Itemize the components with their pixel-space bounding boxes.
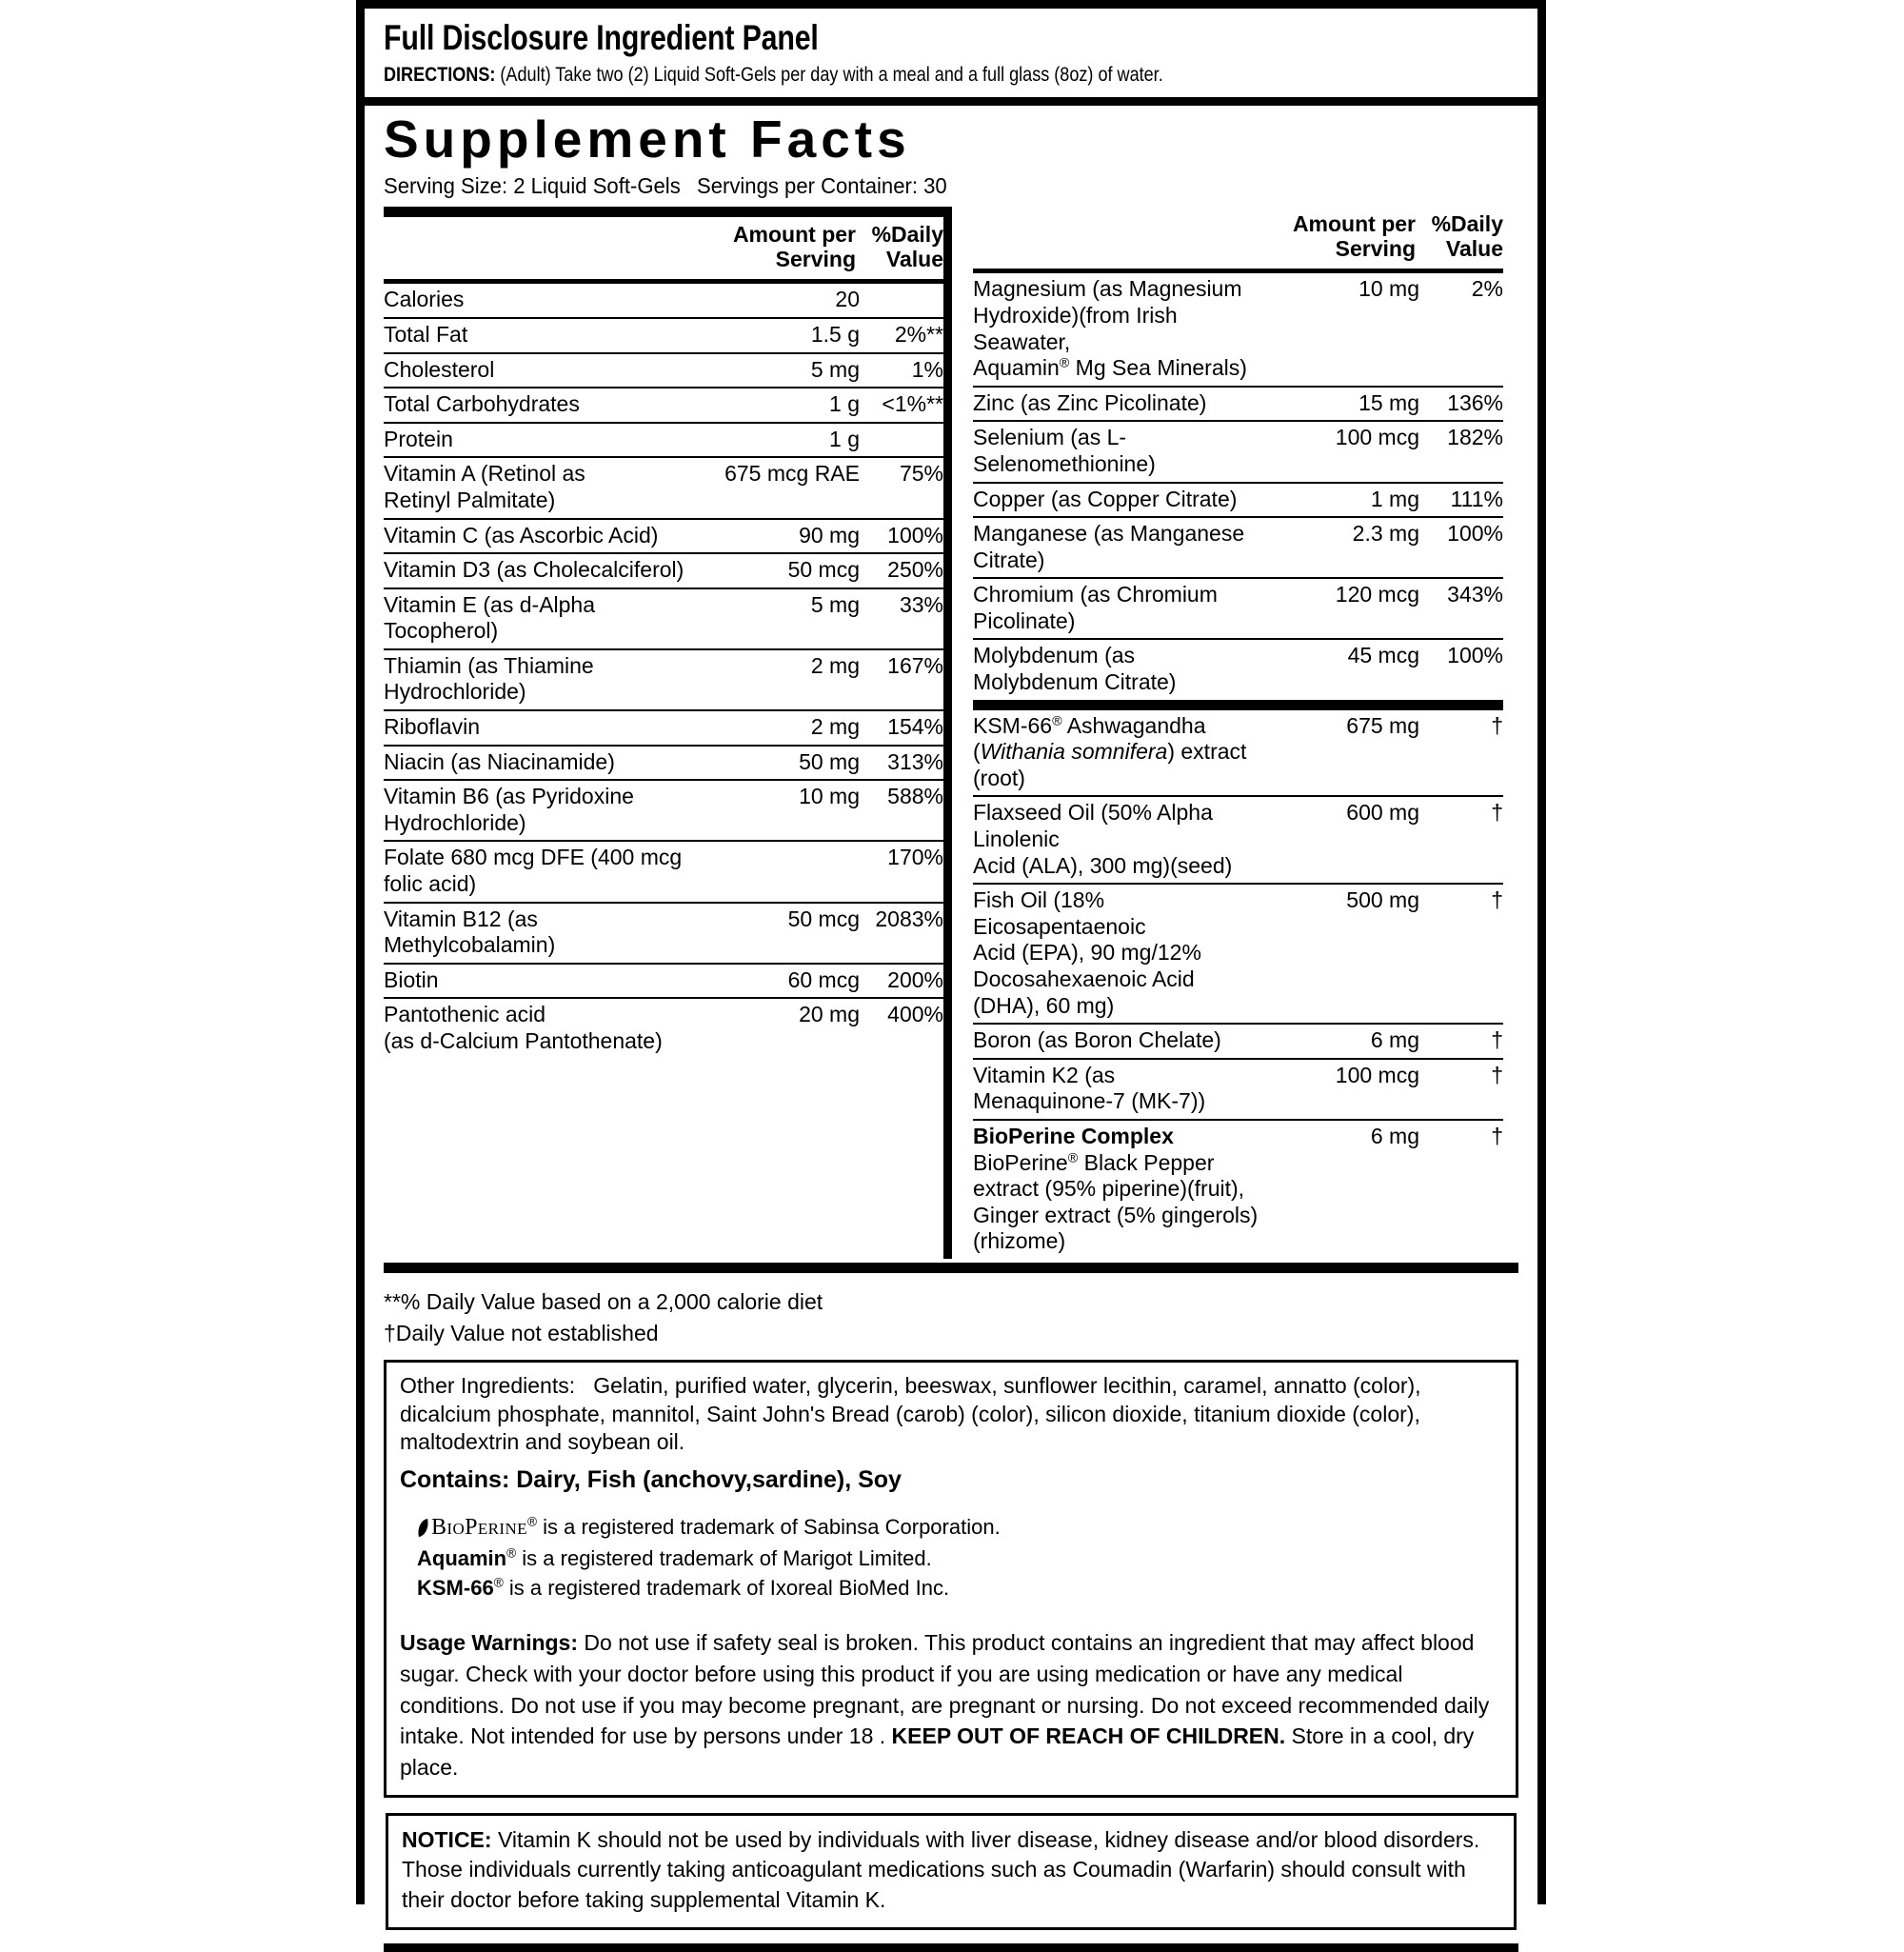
nutrient-name: KSM-66® Ashwagandha (Withania somnifera) extract (root): [973, 712, 1247, 790]
table-row: [384, 780, 943, 841]
right-column-headers: [973, 207, 1503, 269]
nutrient-daily-value: 100%: [1419, 517, 1503, 578]
nutrient-amount: 120 mcg: [1259, 578, 1419, 639]
table-row: [384, 553, 943, 588]
nutrient-name: Chromium (as Chromium Picolinate): [973, 578, 1259, 639]
nutrient-name: Cholesterol: [384, 353, 700, 388]
servings-per-container: Servings per Container: 30: [697, 173, 947, 199]
nutrient-daily-value: †: [1419, 884, 1503, 1024]
left-column-headers: [384, 217, 943, 280]
supplement-facts-heading-block: [365, 106, 1537, 201]
table-row: [384, 588, 943, 649]
nutrient-amount: 2 mg: [700, 710, 860, 746]
bioperine-wordmark: BioPerine: [431, 1514, 527, 1540]
daily-value-header: %Daily Value: [871, 221, 943, 271]
nutrient-daily-value: 111%: [1419, 483, 1503, 518]
panel-bottom-rule: [384, 1943, 1518, 1952]
nutrient-amount: 5 mg: [700, 353, 860, 388]
trademark-line: KSM-66® is a registered trademark of Ixoreal BioMed Inc.: [417, 1575, 950, 1601]
table-row: [973, 483, 1503, 518]
trademark-text: is a registered trademark of Ixoreal BioMed Inc.: [503, 1576, 950, 1601]
table-row: [384, 388, 943, 423]
footnote-daily-value: **% Daily Value based on a 2,000 calorie diet: [384, 1288, 823, 1314]
nutrient-amount: 600 mg: [1259, 796, 1419, 884]
trademark-line: BioPerine® is a registered trademark of Sabinsa Corporation.: [417, 1511, 1502, 1544]
nutrient-name: Vitamin D3 (as Cholecalciferol): [384, 553, 700, 588]
nutrient-daily-value: †: [1419, 1120, 1503, 1259]
nutrient-table-left: [384, 284, 943, 1058]
nutrient-name: Total Fat: [384, 318, 700, 353]
nutrient-name: Vitamin A (Retinol as Retinyl Palmitate): [384, 457, 700, 518]
nutrient-daily-value: 343%: [1419, 578, 1503, 639]
nutrient-amount: 10 mg: [1359, 276, 1419, 302]
other-ingredients-text: Gelatin, purified water, glycerin, beeswax, sunflower lecithin, caramel, annatto (color), dicalcium phosphate, mannitol, Saint John's Bread (carob) (color), silicon dioxide, titanium dioxide (color), maltodextrin and soybean oil.: [400, 1372, 1421, 1455]
nutrient-daily-value: [860, 284, 943, 318]
table-row: [973, 710, 1503, 797]
nutrient-amount: 6 mg: [1259, 1120, 1419, 1259]
table-row: [973, 1059, 1503, 1120]
table-row: [384, 841, 943, 902]
table-row: [384, 284, 943, 318]
nutrient-daily-value: 1%: [860, 353, 943, 388]
table-row: [384, 998, 943, 1058]
nutrient-daily-value: 400%: [860, 998, 943, 1058]
notice-box: [386, 1813, 1517, 1930]
table-row: [973, 578, 1503, 639]
other-ingredients-label: Other Ingredients:: [400, 1372, 576, 1398]
nutrient-amount: 2.3 mg: [1259, 517, 1419, 578]
nutrient-amount: 675 mg: [1346, 712, 1419, 738]
leaf-icon: [415, 1519, 430, 1537]
column-top-rule: [384, 207, 943, 217]
table-row: [973, 884, 1503, 1024]
nutrient-daily-value: 33%: [860, 588, 943, 649]
nutrient-name: Vitamin B6 (as Pyridoxine Hydrochloride): [384, 780, 700, 841]
table-row: [973, 639, 1503, 699]
nutrient-name: Folate 680 mcg DFE (400 mcg folic acid): [384, 841, 700, 902]
nutrient-amount: 10 mg: [700, 780, 860, 841]
nutrient-amount: 6 mg: [1259, 1024, 1419, 1059]
nutrient-name: Vitamin C (as Ascorbic Acid): [384, 519, 700, 554]
contains-allergens: Contains: Dairy, Fish (anchovy,sardine), Soy: [400, 1466, 902, 1494]
nutrient-daily-value: 154%: [860, 710, 943, 746]
nutrient-amount: 50 mg: [700, 746, 860, 781]
table-row: [384, 423, 943, 458]
table-row: [384, 746, 943, 781]
directions-text: (Adult) Take two (2) Liquid Soft-Gels per day with a meal and a full glass (8oz) of water.: [500, 63, 1163, 86]
nutrient-daily-value: 100%: [1419, 639, 1503, 699]
keep-out-of-reach-text: KEEP OUT OF REACH OF CHILDREN.: [891, 1723, 1286, 1749]
trademark-name: Aquamin: [417, 1545, 507, 1570]
nutrient-daily-value: †: [1419, 1024, 1503, 1059]
nutrient-daily-value: 100%: [860, 519, 943, 554]
nutrient-amount: 50 mcg: [700, 553, 860, 588]
table-row: [973, 273, 1503, 386]
nutrient-daily-value: 167%: [860, 649, 943, 710]
nutrient-daily-value: 136%: [1419, 387, 1503, 422]
nutrient-daily-value: †: [1491, 712, 1503, 738]
nutrient-daily-value: 75%: [860, 457, 943, 518]
nutrient-amount: 1 g: [700, 423, 860, 458]
botanical-blend-table: [973, 710, 1503, 1259]
table-row: [973, 421, 1503, 482]
nutrient-name: Vitamin B12 (as Methylcobalamin): [384, 903, 700, 964]
other-ingredients-box: [384, 1360, 1518, 1798]
nutrient-amount: 15 mg: [1259, 387, 1419, 422]
facts-bottom-rule: [384, 1263, 1518, 1273]
trademark-text: is a registered trademark of Sabinsa Corporation.: [537, 1514, 1001, 1539]
nutrient-amount: 2 mg: [700, 649, 860, 710]
nutrient-name: Zinc (as Zinc Picolinate): [973, 387, 1259, 422]
full-disclosure-header: [365, 0, 1537, 106]
nutrient-daily-value: 2%**: [860, 318, 943, 353]
table-row: [973, 1024, 1503, 1059]
nutrient-amount: 100 mcg: [1259, 1059, 1419, 1120]
notice-line: [402, 1825, 1500, 1916]
table-row: [384, 649, 943, 710]
table-row: [973, 517, 1503, 578]
table-row: [384, 710, 943, 746]
nutrient-daily-value: 2%: [1471, 276, 1503, 302]
nutrient-amount: 100 mcg: [1259, 421, 1419, 482]
nutrient-name: Vitamin K2 (as Menaquinone-7 (MK-7)): [973, 1059, 1259, 1120]
table-row: [384, 519, 943, 554]
trademark-line: Aquamin® is a registered trademark of Marigot Limited.: [417, 1545, 932, 1570]
nutrient-amount: 500 mg: [1259, 884, 1419, 1024]
serving-size: Serving Size: 2 Liquid Soft-Gels: [384, 173, 681, 199]
supplement-facts-title: Supplement Facts: [384, 110, 911, 169]
usage-warnings-text: Do not use if safety seal is broken. This product contains an ingredient that may affect blood sugar. Check with your doctor before using this product if you are using medication or have any medical conditions. Do not use if you may become pregnant, are pregnant or nursing. Do not exceed recommended daily intake. Not intended for use by persons under 18 .: [400, 1630, 1490, 1749]
table-row: [973, 387, 1503, 422]
nutrient-name: Copper (as Copper Citrate): [973, 483, 1259, 518]
nutrient-amount: 50 mcg: [700, 903, 860, 964]
nutrient-daily-value: [860, 423, 943, 458]
nutrient-amount: 60 mcg: [700, 964, 860, 999]
facts-column-right: [943, 207, 1503, 1259]
nutrient-daily-value: 313%: [860, 746, 943, 781]
nutrient-daily-value: 588%: [860, 780, 943, 841]
notice-label: NOTICE:: [402, 1826, 492, 1852]
trademark-name: KSM-66: [417, 1576, 494, 1601]
mineral-table-right: [973, 273, 1503, 699]
nutrient-name: Fish Oil (18% Eicosapentaenoic Acid (EPA), 90 mg/12% Docosahexaenoic Acid (DHA), 60 mg): [973, 884, 1259, 1024]
nutrient-daily-value: 250%: [860, 553, 943, 588]
nutrient-amount: 5 mg: [700, 588, 860, 649]
storage-text: Store in a cool, dry place.: [400, 1723, 1475, 1780]
facts-column-left: [384, 207, 943, 1259]
nutrient-amount: 90 mg: [700, 519, 860, 554]
usage-warnings: [400, 1627, 1502, 1783]
nutrient-amount: [700, 841, 860, 902]
table-row: [973, 1120, 1503, 1259]
nutrient-name: Total Carbohydrates: [384, 388, 700, 423]
nutrient-daily-value: 182%: [1419, 421, 1503, 482]
nutrient-daily-value: <1%**: [860, 388, 943, 423]
notice-text: Vitamin K should not be used by individuals with liver disease, kidney disease and/or blood disorders. Those individuals currently taking anticoagulant medications such as Coumadin (Warfarin) should consult with their doctor before taking supplemental Vitamin K.: [402, 1826, 1480, 1913]
nutrient-amount: 20 mg: [700, 998, 860, 1058]
nutrient-amount: 45 mcg: [1259, 639, 1419, 699]
nutrient-daily-value: 170%: [860, 841, 943, 902]
table-row: [973, 796, 1503, 884]
nutrient-daily-value: 2083%: [860, 903, 943, 964]
table-row: [384, 903, 943, 964]
nutrient-daily-value: †: [1419, 796, 1503, 884]
daily-value-header-right: %Daily Value: [1431, 210, 1503, 261]
nutrient-name: BioPerine Complex BioPerine® Black Pepper extract (95% piperine)(fruit), Ginger extract (5% gingerols)(rhizome): [973, 1120, 1259, 1259]
nutrient-name: Molybdenum (as Molybdenum Citrate): [973, 639, 1259, 699]
table-row: [384, 318, 943, 353]
nutrient-name: Pantothenic acid (as d-Calcium Pantothenate): [384, 998, 700, 1058]
directions-label: DIRECTIONS:: [384, 63, 496, 86]
page-title: Full Disclosure Ingredient Panel: [384, 18, 819, 57]
nutrient-amount: 1 mg: [1259, 483, 1419, 518]
trademark-block: [400, 1511, 1502, 1603]
nutrient-name: Vitamin E (as d-Alpha Tocopherol): [384, 588, 700, 649]
facts-columns: [365, 207, 1537, 1259]
nutrient-amount: 675 mcg RAE: [700, 457, 860, 518]
nutrient-amount: 20: [835, 287, 860, 312]
table-row: [384, 353, 943, 388]
nutrient-name: Protein: [384, 423, 700, 458]
supplement-facts-panel: [356, 0, 1546, 1913]
nutrient-name: Calories: [384, 287, 465, 312]
nutrient-name: Thiamin (as Thiamine Hydrochloride): [384, 649, 700, 710]
table-row: [384, 457, 943, 518]
directions-line: [384, 63, 1163, 88]
amount-per-serving-header: Amount per Serving: [732, 221, 856, 271]
table-row: [384, 964, 943, 999]
nutrient-daily-value: †: [1419, 1059, 1503, 1120]
nutrient-amount: 1.5 g: [700, 318, 860, 353]
usage-warnings-label: Usage Warnings:: [400, 1630, 579, 1656]
nutrient-daily-value: 200%: [860, 964, 943, 999]
other-ingredients-line: [400, 1372, 1502, 1458]
nutrient-name: Magnesium (as Magnesium Hydroxide)(from Irish Seawater, Aquamin® Mg Sea Minerals): [973, 276, 1247, 381]
nutrient-name: Boron (as Boron Chelate): [973, 1024, 1259, 1059]
nutrient-name: Manganese (as Manganese Citrate): [973, 517, 1259, 578]
nutrient-name: Niacin (as Niacinamide): [384, 746, 700, 781]
nutrient-name: Selenium (as L-Selenomethionine): [973, 421, 1259, 482]
footnotes: [365, 1277, 1537, 1350]
trademark-text: is a registered trademark of Marigot Limited.: [516, 1545, 932, 1570]
blend-separator-rule: [973, 700, 1503, 710]
nutrient-name: Riboflavin: [384, 710, 700, 746]
nutrient-amount: 1 g: [700, 388, 860, 423]
amount-per-serving-header-right: Amount per Serving: [1292, 210, 1416, 261]
footnote-dagger: †Daily Value not established: [384, 1321, 659, 1346]
nutrient-name: Biotin: [384, 964, 700, 999]
nutrient-name: Flaxseed Oil (50% Alpha Linolenic Acid (ALA), 300 mg)(seed): [973, 796, 1259, 884]
